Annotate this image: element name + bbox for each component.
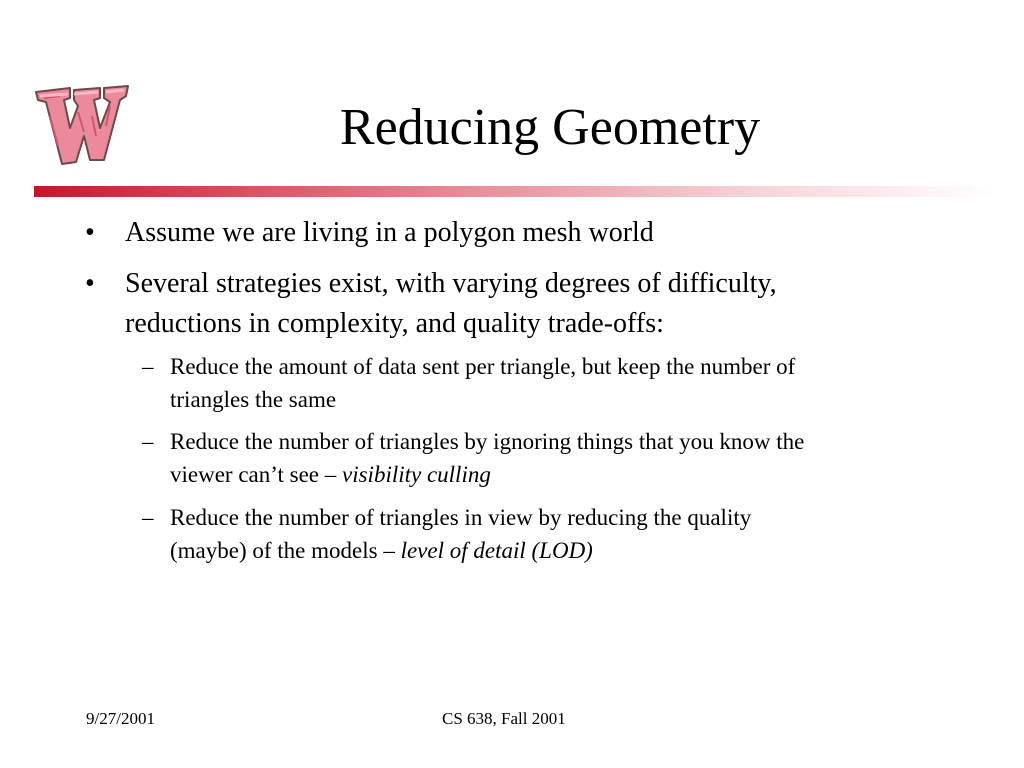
subbullet-3-line-1: Reduce the number of triangles in view by reducing the quality	[170, 505, 752, 530]
bullet-2-line-2: reductions in complexity, and quality trade-offs:	[125, 308, 664, 339]
subbullet-3-emphasis: level of detail (LOD)	[400, 538, 593, 563]
bullet-2-line-1: Several strategies exist, with varying degrees of difficulty,	[125, 268, 777, 299]
bullet-marker: •	[85, 268, 95, 299]
subbullet-marker: –	[142, 505, 154, 530]
slide-title: Reducing Geometry	[339, 99, 761, 156]
subbullet-1-line-1: Reduce the amount of data sent per triangle, but keep the number of	[170, 354, 796, 379]
subbullet-2-emphasis: visibility culling	[342, 462, 491, 487]
subbullet-1-line-2: triangles the same	[170, 387, 337, 412]
bullet-marker: •	[85, 217, 95, 248]
subbullet-3-line-2: (maybe) of the models –	[170, 538, 401, 563]
subbullet-2	[142, 425, 970, 491]
subbullet-2-line-1: Reduce the number of triangles by ignoring things that you know the	[170, 429, 805, 454]
bullet-1	[85, 213, 955, 253]
bullet-1-text: Assume we are living in a polygon mesh world	[125, 217, 654, 248]
subbullet-2-line-2: viewer can’t see –	[170, 462, 342, 487]
subbullet-3	[142, 501, 970, 567]
footer-date: 9/27/2001	[86, 709, 155, 728]
subbullet-marker: –	[142, 429, 154, 454]
subbullet-marker: –	[142, 354, 154, 379]
footer-course: CS 638, Fall 2001	[442, 709, 566, 728]
bullet-2	[85, 264, 955, 344]
subbullet-1	[142, 350, 970, 416]
